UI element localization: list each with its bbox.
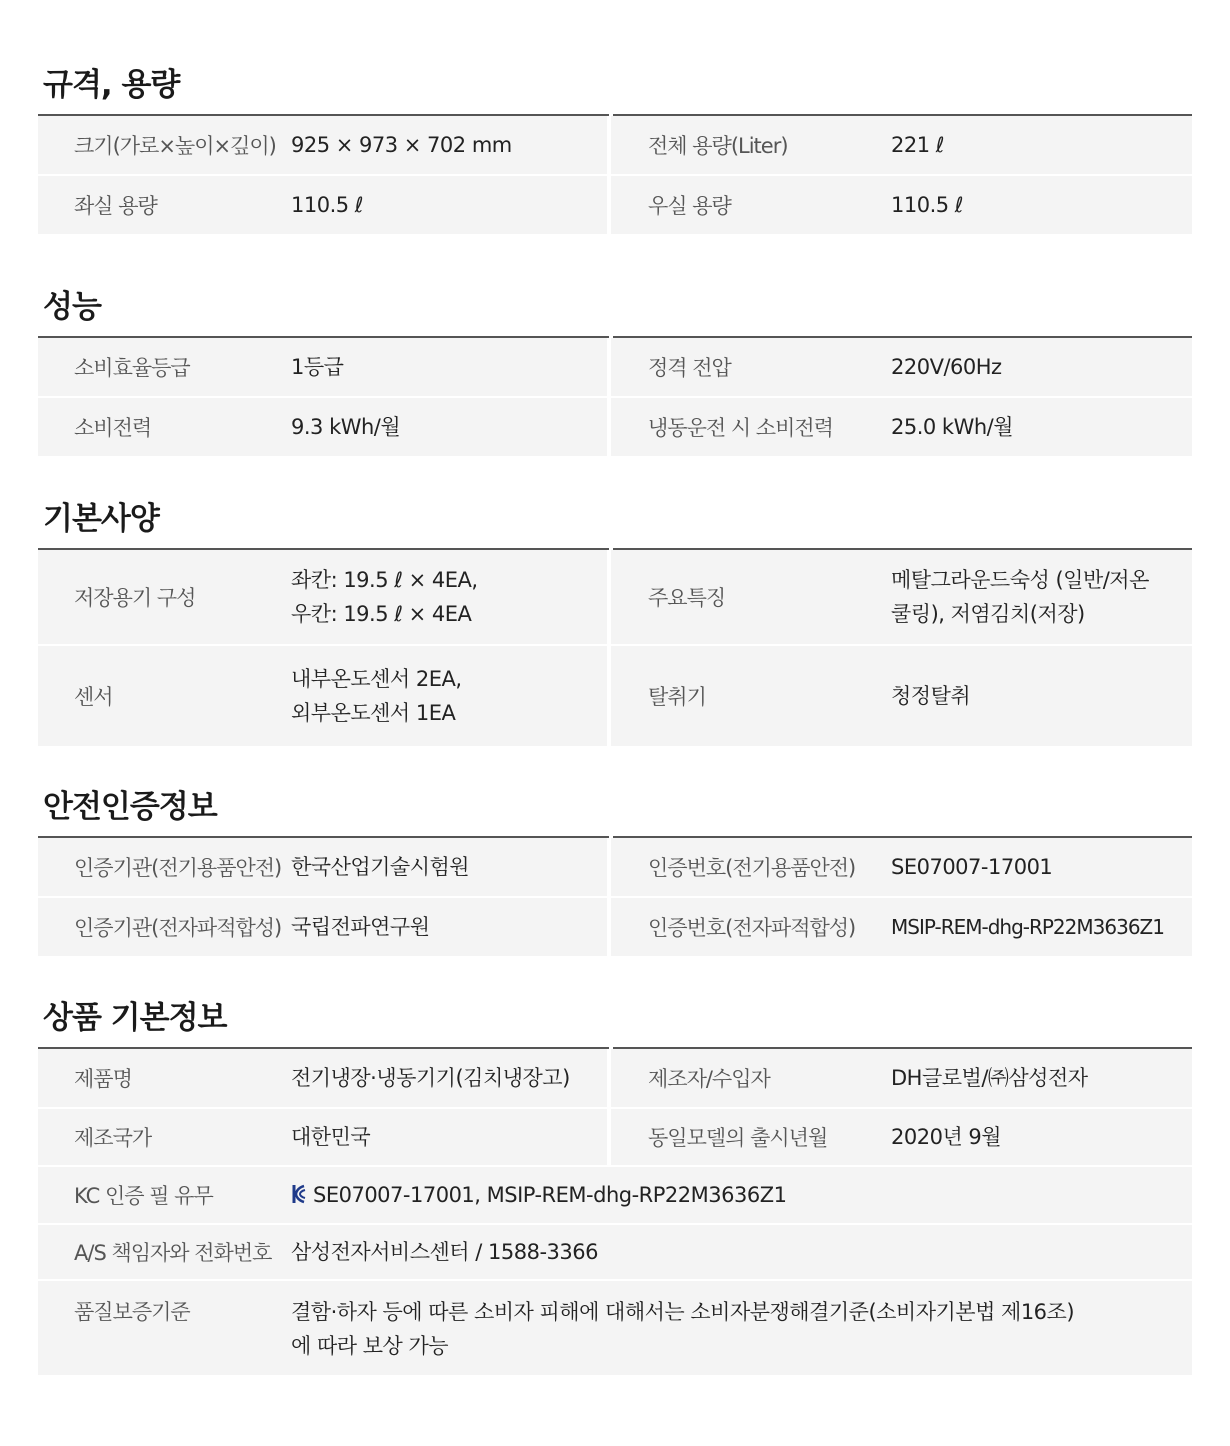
table-row bbox=[38, 646, 1192, 746]
kc-mark-icon bbox=[291, 1183, 307, 1205]
performance-table bbox=[38, 338, 1192, 456]
row-label: 좌실 용량 bbox=[74, 194, 157, 218]
product-info-table bbox=[38, 1049, 1192, 1375]
row-value: 221 ℓ bbox=[891, 133, 944, 157]
table-row bbox=[38, 338, 1192, 398]
section-title-spec: 규격, 용량 bbox=[43, 67, 180, 103]
row-value: 25.0 kWh/월 bbox=[891, 415, 1014, 439]
row-value: DH글로벌/㈜삼성전자 bbox=[891, 1066, 1088, 1090]
section-title-product-info: 상품 기본정보 bbox=[43, 1000, 227, 1036]
row-value: 좌칸: 19.5 ℓ × 4EA, 우칸: 19.5 ℓ × 4EA bbox=[291, 568, 478, 626]
table-row bbox=[38, 176, 1192, 234]
row-label: 제조자/수입자 bbox=[648, 1067, 770, 1091]
row-label: 동일모델의 출시년월 bbox=[648, 1126, 828, 1150]
row-label: 품질보증기준 bbox=[74, 1300, 190, 1324]
row-value: 9.3 kWh/월 bbox=[291, 415, 401, 439]
row-label: 센서 bbox=[74, 685, 113, 709]
row-value: 결함·하자 등에 따른 소비자 피해에 대해서는 소비자분쟁해결기준(소비자기본법 제16조) 에 따라 보상 가능 bbox=[291, 1300, 1075, 1358]
table-row bbox=[38, 398, 1192, 456]
row-value: SE07007-17001 bbox=[891, 855, 1053, 879]
row-value: 1등급 bbox=[291, 355, 344, 379]
table-row bbox=[38, 550, 1192, 646]
row-label: 냉동운전 시 소비전력 bbox=[648, 416, 833, 440]
table-row bbox=[38, 1109, 1192, 1167]
section-title-safety: 안전인증정보 bbox=[43, 789, 217, 825]
row-label: 소비전력 bbox=[74, 416, 152, 440]
row-label: 소비효율등급 bbox=[74, 356, 190, 380]
row-label: 인증번호(전자파적합성) bbox=[648, 916, 856, 940]
table-row bbox=[38, 1049, 1192, 1109]
row-label: 정격 전압 bbox=[648, 356, 731, 380]
row-label: 인증번호(전기용품안전) bbox=[648, 856, 856, 880]
section-title-performance: 성능 bbox=[43, 289, 101, 325]
row-value: 국립전파연구원 bbox=[291, 915, 430, 939]
row-label: 탈취기 bbox=[648, 685, 706, 709]
row-label: 전체 용량(Liter) bbox=[648, 134, 788, 158]
row-label: 주요특징 bbox=[648, 586, 726, 610]
table-row bbox=[38, 1281, 1192, 1375]
table-row bbox=[38, 838, 1192, 898]
row-label: 크기(가로×높이×깊이) bbox=[74, 134, 276, 158]
row-value: 삼성전자서비스센터 / 1588-3366 bbox=[291, 1240, 598, 1264]
row-value: SE07007-17001, MSIP-REM-dhg-RP22M3636Z1 bbox=[291, 1178, 786, 1212]
safety-table bbox=[38, 838, 1192, 956]
row-value: 전기냉장·냉동기기(김치냉장고) bbox=[291, 1066, 570, 1090]
row-label: 인증기관(전기용품안전) bbox=[74, 856, 282, 880]
table-row bbox=[38, 898, 1192, 956]
row-label: 인증기관(전자파적합성) bbox=[74, 916, 282, 940]
row-value: 110.5 ℓ bbox=[291, 193, 363, 217]
basic-spec-table bbox=[38, 550, 1192, 746]
table-row bbox=[38, 1225, 1192, 1281]
row-value: 220V/60Hz bbox=[891, 355, 1002, 379]
row-label: 제조국가 bbox=[74, 1126, 152, 1150]
row-value: 한국산업기술시험원 bbox=[291, 855, 470, 879]
row-value: 대한민국 bbox=[291, 1125, 371, 1149]
row-value: 2020년 9월 bbox=[891, 1125, 1002, 1149]
row-value: MSIP-REM-dhg-RP22M3636Z1 bbox=[891, 915, 1164, 939]
row-value: 메탈그라운드숙성 (일반/저온 쿨링), 저염김치(저장) bbox=[891, 568, 1149, 626]
table-row bbox=[38, 116, 1192, 176]
spec-table bbox=[38, 116, 1192, 234]
row-value: 925 × 973 × 702 mm bbox=[291, 133, 512, 157]
section-title-basic-spec: 기본사양 bbox=[43, 501, 159, 537]
row-label: 저장용기 구성 bbox=[74, 586, 196, 610]
row-label: A/S 책임자와 전화번호 bbox=[74, 1241, 272, 1265]
row-value: 110.5 ℓ bbox=[891, 193, 963, 217]
row-label: 제품명 bbox=[74, 1067, 132, 1091]
row-value: 청정탈취 bbox=[891, 684, 971, 708]
table-row bbox=[38, 1167, 1192, 1225]
row-value: 내부온도센서 2EA, 외부온도센서 1EA bbox=[291, 667, 462, 725]
row-label: 우실 용량 bbox=[648, 194, 731, 218]
row-label: KC 인증 필 유무 bbox=[74, 1184, 213, 1208]
